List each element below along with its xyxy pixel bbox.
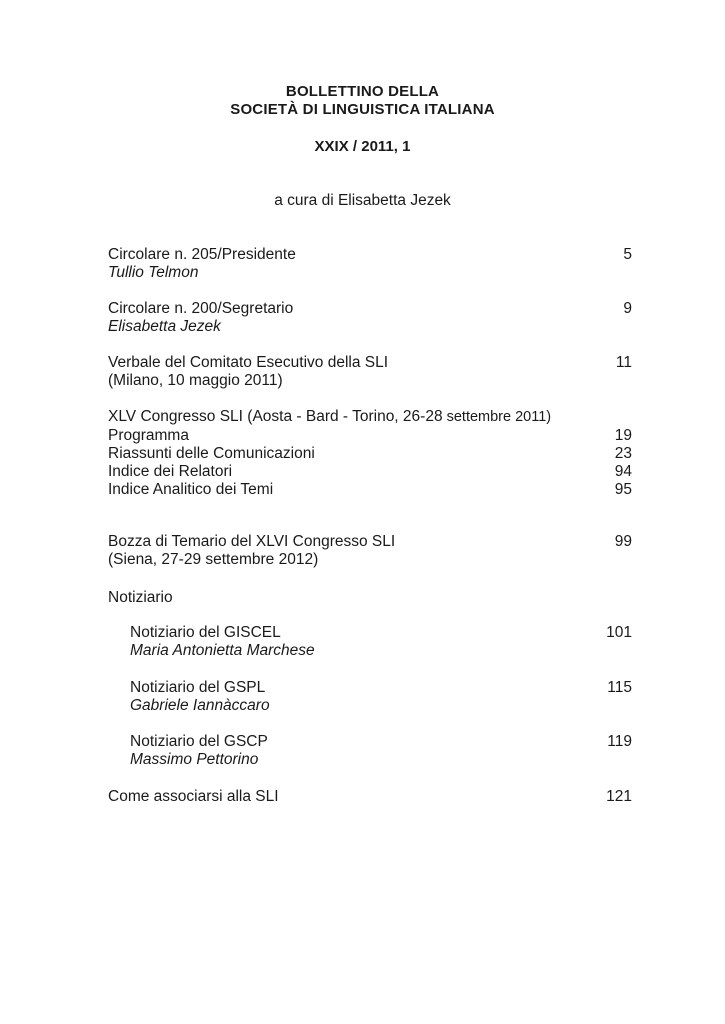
toc-page-number: 9 — [623, 300, 632, 317]
toc-entry — [130, 733, 632, 751]
notiziario-heading: Notiziario — [108, 589, 173, 606]
toc-entry-title: Indice Analitico dei Temi — [108, 481, 274, 498]
subtitle-text: (Siena, 27-29 settembre 2012) — [108, 551, 319, 568]
subtitle-text: (Milano, 10 maggio 2011) — [108, 372, 283, 389]
toc-page-number: 23 — [614, 445, 632, 462]
toc-page-number: 94 — [614, 463, 632, 480]
toc-entry — [108, 533, 632, 551]
toc-section-heading — [108, 589, 632, 607]
toc-entry — [108, 445, 632, 463]
toc-section-heading — [108, 408, 632, 426]
author-name: Tullio Telmon — [108, 264, 199, 281]
toc-page-number: 99 — [614, 533, 632, 550]
toc-entry-subtitle — [108, 551, 632, 569]
toc-page-number: 101 — [606, 624, 632, 641]
toc-entry-title: Come associarsi alla SLI — [108, 788, 279, 805]
congress-title-main: XLV Congresso SLI (Aosta - Bard - Torino, 26-28 — [108, 408, 443, 425]
toc-entry-title: Circolare n. 205/Presidente — [108, 246, 296, 263]
toc-entry-subtitle — [108, 372, 632, 390]
toc-entry-title: Verbale del Comitato Esecutivo della SLI — [108, 354, 389, 371]
toc-entry-title: Indice dei Relatori — [108, 463, 233, 480]
toc-page-number: 95 — [614, 481, 632, 498]
toc-entry — [108, 481, 632, 499]
toc-entry-author — [108, 318, 632, 336]
toc-entry-author — [108, 264, 632, 282]
toc-entry-title: Circolare n. 200/Segretario — [108, 300, 294, 317]
toc-entry-title: Notiziario del GSCP — [130, 733, 268, 750]
toc-entry-author — [130, 751, 632, 769]
journal-title-line1: BOLLETTINO DELLA — [285, 83, 440, 100]
author-name: Elisabetta Jezek — [108, 318, 221, 335]
toc-entry — [108, 300, 632, 318]
toc-entry-title: Notiziario del GSPL — [130, 679, 266, 696]
journal-title-line2: SOCIETÀ DI LINGUISTICA ITALIANA — [230, 101, 495, 118]
author-name: Gabriele Iannàccaro — [130, 697, 270, 714]
toc-entry-title: Bozza di Temario del XLVI Congresso SLI — [108, 533, 396, 550]
toc-entry-title: Programma — [108, 427, 189, 444]
toc-entry — [108, 246, 632, 264]
author-name: Maria Antonietta Marchese — [130, 642, 315, 659]
toc-entry — [108, 463, 632, 481]
toc-page-number: 11 — [615, 354, 632, 371]
author-name: Massimo Pettorino — [130, 751, 259, 768]
volume-number: XXIX / 2011, 1 — [314, 138, 411, 155]
toc-entry — [108, 354, 632, 372]
congress-title — [108, 408, 551, 426]
toc-page-number: 19 — [614, 427, 632, 444]
toc-entry — [130, 679, 632, 697]
toc-entry-author — [130, 642, 632, 660]
toc-entry-title: Notiziario del GISCEL — [130, 624, 281, 641]
toc-entry — [108, 788, 632, 806]
toc-page-number: 115 — [607, 679, 632, 696]
toc-entry-author — [130, 697, 632, 715]
toc-page-number: 121 — [606, 788, 632, 805]
toc-entry-title: Riassunti delle Comunicazioni — [108, 445, 315, 462]
congress-title-small: settembre 2011) — [442, 409, 552, 425]
editor-credit: a cura di Elisabetta Jezek — [274, 192, 451, 209]
toc-page-number: 119 — [607, 733, 632, 750]
toc-entry — [108, 427, 632, 445]
toc-entry — [130, 624, 632, 642]
toc-page-number: 5 — [623, 246, 632, 263]
